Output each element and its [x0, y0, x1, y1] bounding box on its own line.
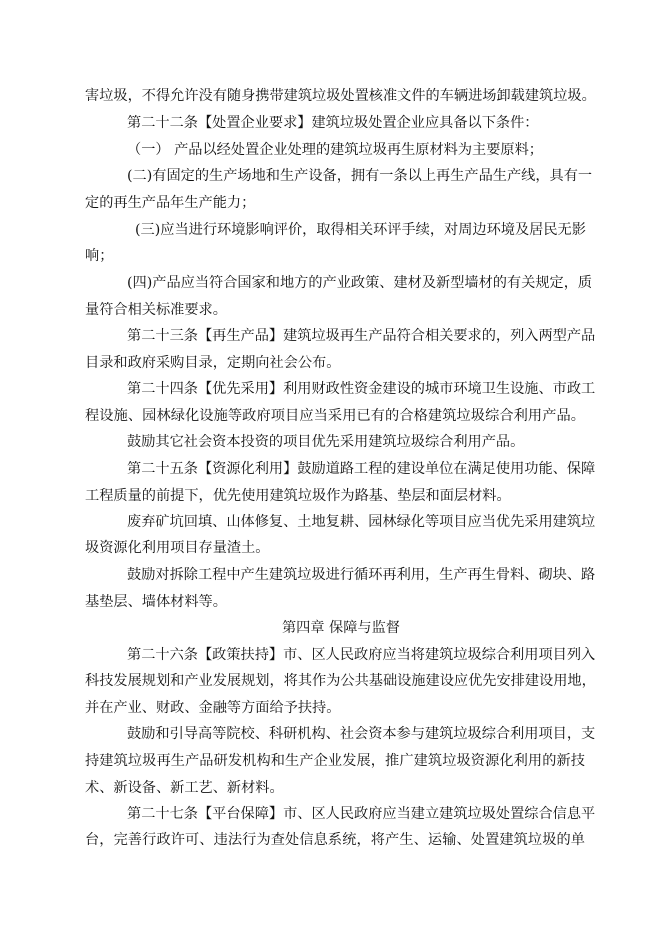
article-27: 第二十七条【平台保障】市、区人民政府应当建立建筑垃圾处置综合信息平 — [127, 806, 596, 822]
paragraph-line: 目录和政府采购目录，定期向社会公布。 — [85, 355, 341, 371]
paragraph-line: 响； — [85, 248, 114, 264]
list-item-4: (四)产品应当符合国家和地方的产业政策、建材及新型墙材的有关规定，质 — [127, 275, 593, 291]
paragraph-line: 科技发展规划和产业发展规划，将其作为公共基础设施建设应优先安排建设用地， — [85, 673, 596, 689]
paragraph-line: 并在产业、财政、金融等方面给予扶持。 — [85, 700, 341, 716]
article-25: 第二十五条【资源化利用】鼓励道路工程的建设单位在满足使用功能、保障 — [127, 461, 596, 477]
list-item-3: (三)应当进行环境影响评价，取得相关环评手续，对周边环境及居民无影 — [135, 222, 586, 238]
chapter-heading: 第四章 保障与监督 — [281, 620, 400, 636]
paragraph-line: 基垫层、墙体材料等。 — [85, 594, 227, 610]
list-item-1: （一） 产品以经处置企业处理的建筑垃圾再生原材料为主要原料； — [127, 142, 543, 158]
paragraph-line: 台，完善行政许可、违法行为查处信息系统，将产生、运输、处置建筑垃圾的单 — [85, 832, 585, 848]
article-24: 第二十四条【优先采用】利用财政性资金建设的城市环境卫生设施、市政工 — [127, 381, 596, 397]
paragraph-line: 鼓励其它社会资本投资的项目优先采用建筑垃圾综合利用产品。 — [127, 434, 525, 450]
paragraph-line: 术、新设备、新工艺、新材料。 — [85, 780, 284, 796]
paragraph-line: 害垃圾，不得允许没有随身携带建筑垃圾处置核准文件的车辆进场卸载建筑垃圾。 — [85, 88, 596, 104]
article-26: 第二十六条【政策扶持】市、区人民政府应当将建筑垃圾综合利用项目列入 — [127, 647, 596, 663]
paragraph-line: 圾资源化利用项目存量渣土。 — [85, 540, 270, 556]
paragraph-line: 定的再生产品年生产能力； — [85, 195, 256, 211]
article-23: 第二十三条【再生产品】建筑垃圾再生产品符合相关要求的，列入两型产品 — [127, 328, 596, 344]
paragraph-line: 废弃矿坑回填、山体修复、土地复耕、园林绿化等项目应当优先采用建筑垃 — [127, 514, 596, 530]
paragraph-line: 工程质量的前提下，优先使用建筑垃圾作为路基、垫层和面层材料。 — [85, 488, 511, 504]
paragraph-line: 鼓励和引导高等院校、科研机构、社会资本参与建筑垃圾综合利用项目，支 — [127, 726, 596, 742]
article-22-heading: 第二十二条【处置企业要求】建筑垃圾处置企业应具备以下条件： — [127, 115, 539, 131]
paragraph-line: 鼓励对拆除工程中产生建筑垃圾进行循环再利用，生产再生骨料、砌块、路 — [127, 567, 596, 583]
paragraph-line: 程设施、园林绿化设施等政府项目应当采用已有的合格建筑垃圾综合利用产品。 — [85, 408, 585, 424]
list-item-2: (二)有固定的生产场地和生产设备，拥有一条以上再生产品生产线，具有一 — [127, 168, 593, 184]
paragraph-line: 持建筑垃圾再生产品研发机构和生产企业发展，推广建筑垃圾资源化利用的新技 — [85, 753, 585, 769]
paragraph-line: 量符合相关标准要求。 — [85, 302, 227, 318]
